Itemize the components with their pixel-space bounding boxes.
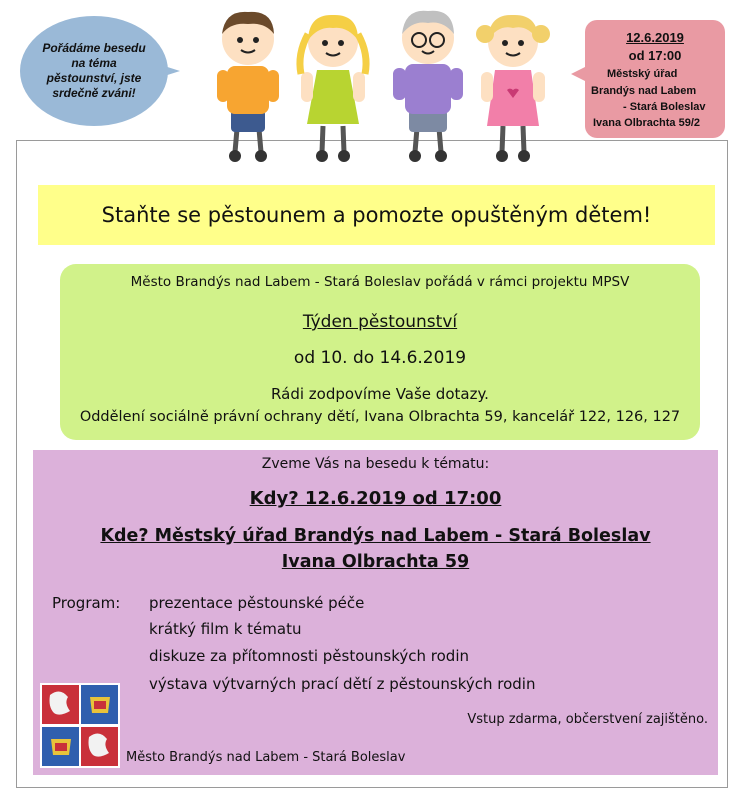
invitation-box: [33, 450, 718, 775]
city-name: Město Brandýs nad Labem - Stará Boleslav: [126, 750, 406, 765]
speech-bubble: [20, 16, 168, 126]
program-label: Program:: [52, 594, 121, 612]
event-info-box: [585, 20, 725, 138]
headline-text: Staňte se pěstounem a pomozte opuštěným dětem!: [101, 203, 652, 227]
info-time: od 17:00: [628, 48, 682, 63]
info-place-line: Městský úřad: [607, 68, 678, 80]
invitation-address: Ivana Olbrachta 59: [281, 552, 470, 572]
project-intro: Město Brandýs nad Labem - Stará Boleslav pořádá v rámci projektu MPSV: [130, 274, 630, 290]
program-item: krátký film k tématu: [149, 620, 302, 638]
child-boy-icon: [217, 12, 279, 162]
invitation-intro: Zveme Vás na besedu k tématu:: [261, 456, 490, 472]
entry-note: Vstup zdarma, občerstvení zajištěno.: [467, 712, 708, 727]
program-item: výstava výtvarných prací dětí z pěstounských rodin: [149, 675, 536, 693]
questions-text: Rádi zodpovíme Vaše dotazy.: [271, 385, 489, 403]
child-girl-icon: [300, 15, 366, 162]
child-girl-pigtails-icon: [476, 15, 550, 162]
info-date: 12.6.2019: [626, 30, 684, 45]
invitation-when: Kdy? 12.6.2019 od 17:00: [249, 488, 502, 509]
event-dates: od 10. do 14.6.2019: [293, 348, 467, 368]
info-place-line: - Stará Boleslav: [623, 101, 706, 113]
headline-banner: [38, 185, 715, 245]
city-coat-of-arms-icon: [40, 683, 120, 768]
invitation-where: Kde? Městský úřad Brandýs nad Labem - Stará Boleslav: [100, 526, 651, 546]
office-info: Oddělení sociálně právní ochrany dětí, Ivana Olbrachta 59, kancelář 122, 126, 127: [79, 409, 681, 425]
project-box: [60, 264, 700, 440]
program-item: prezentace pěstounské péče: [149, 594, 365, 612]
info-place-line: Ivana Olbrachta 59/2: [593, 117, 700, 129]
speech-bubble-text: Pořádáme besedu na téma pěstounství, jste srdečně zváni!: [42, 41, 146, 100]
child-boy-glasses-icon: [393, 11, 463, 162]
info-place-line: Brandýs nad Labem: [591, 85, 697, 97]
program-item: diskuze za přítomnosti pěstounských rodin: [149, 647, 469, 665]
children-illustration-icon: [205, 4, 565, 164]
event-name: Týden pěstounství: [302, 312, 458, 332]
